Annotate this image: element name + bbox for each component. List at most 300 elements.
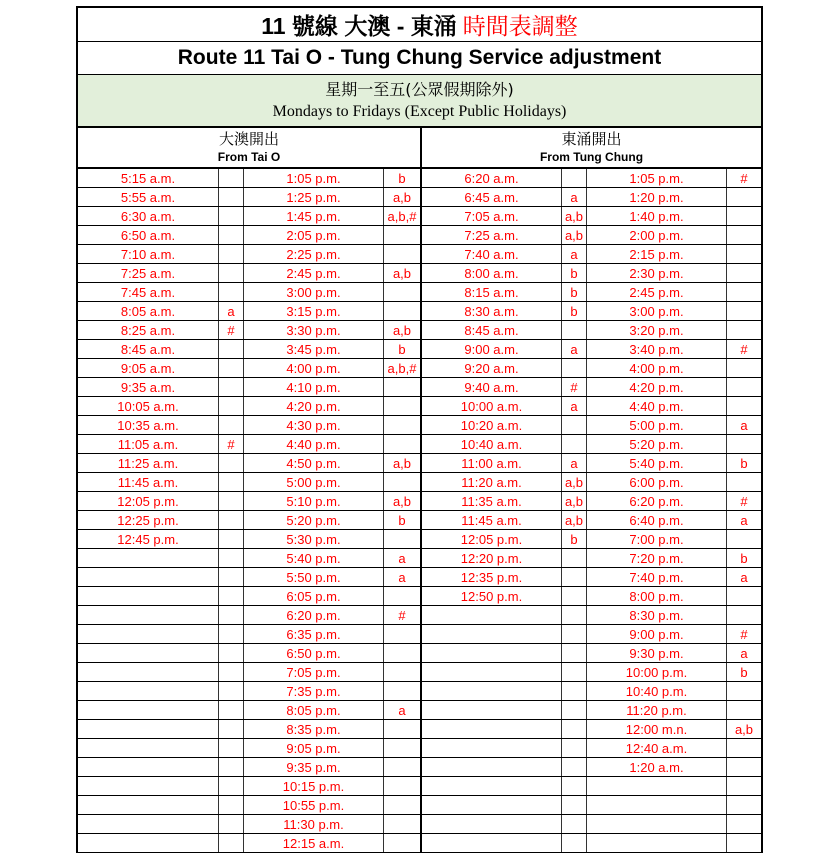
note-cell: b [740,664,748,680]
departure-time-cell: 9:40 a.m. [422,378,562,396]
note-cell [219,245,244,263]
note-cell [219,815,244,833]
note-cell [384,226,420,244]
departure-time-cell: 12:50 p.m. [422,587,562,605]
note-cell [562,625,587,643]
table-row [78,701,420,720]
departure-time-cell: 8:35 p.m. [244,720,384,738]
table-row [422,264,761,283]
note-cell [219,454,244,472]
note-cell [219,169,244,187]
note-cell: a,b [734,721,754,737]
table-row [422,340,761,359]
note-cell: a [740,569,748,585]
note-cell [384,625,420,643]
departure-time-cell: 10:20 a.m. [422,416,562,434]
note-cell [562,758,587,776]
table-row [422,834,761,853]
note-cell: b [398,170,406,186]
direction-tai-o-zh: 大澳開出 [218,129,279,148]
note-cell [562,169,587,187]
departure-time-cell: 11:35 a.m. [422,492,562,510]
departure-time-cell: 1:05 p.m. [244,169,384,187]
table-row [78,245,420,264]
note-cell [562,321,587,339]
table-row [78,397,420,416]
departure-time-cell: 4:40 p.m. [587,397,727,415]
departure-time-cell: 6:00 p.m. [587,473,727,491]
service-days-zh: 星期一至五(公眾假期除外) [325,79,514,99]
departure-time-cell [78,644,219,662]
note-cell: b [562,530,587,548]
table-row [78,454,420,473]
departure-time-cell [78,834,219,852]
table-row [78,359,420,378]
departure-time-cell [422,682,562,700]
note-cell: a [740,417,748,433]
note-cell [384,435,420,453]
departure-time-cell: 1:20 p.m. [587,188,727,206]
departure-time-cell [78,720,219,738]
table-row [422,739,761,758]
note-cell: a,b [392,189,412,205]
table-row [422,530,761,549]
note-cell [562,416,587,434]
departure-time-cell: 1:45 p.m. [244,207,384,225]
direction-tung-chung-zh: 東涌開出 [561,129,622,148]
departure-time-cell: 11:30 p.m. [244,815,384,833]
table-row [422,720,761,739]
table-row [422,606,761,625]
note-cell [562,777,587,795]
note-cell: a [398,550,406,566]
note-cell [562,739,587,757]
departure-time-cell: 7:35 p.m. [244,682,384,700]
note-cell: a,b [562,207,587,225]
departure-time-cell [78,606,219,624]
table-row [78,834,420,853]
departure-time-cell: 7:25 a.m. [78,264,219,282]
note-cell [219,530,244,548]
departure-time-cell: 12:20 p.m. [422,549,562,567]
note-cell [562,701,587,719]
departure-time-cell: 5:20 p.m. [244,511,384,529]
note-cell [219,188,244,206]
departure-time-cell: 2:00 p.m. [587,226,727,244]
note-cell: a [740,645,748,661]
note-cell: a [398,569,406,585]
departure-time-cell: 11:45 a.m. [422,511,562,529]
departure-time-cell [422,758,562,776]
note-cell: b [398,512,406,528]
note-cell [562,720,587,738]
note-cell: a,b [562,511,587,529]
table-row [78,340,420,359]
note-cell [384,758,420,776]
table-row [422,302,761,321]
title-adjustment-label: 時間表調整 [462,13,578,39]
departure-time-cell: 3:40 p.m. [587,340,727,358]
departure-time-cell [422,625,562,643]
note-cell: a [219,302,244,320]
departure-time-cell [587,834,727,852]
route-title-row [78,42,761,75]
note-cell [219,587,244,605]
table-row [422,188,761,207]
note-cell [727,682,761,700]
departure-time-cell: 10:40 p.m. [587,682,727,700]
departure-time-cell [422,815,562,833]
departure-time-cell: 10:40 a.m. [422,435,562,453]
departure-time-cell: 7:40 p.m. [587,568,727,586]
note-cell [219,340,244,358]
note-cell: a [562,397,587,415]
departure-time-cell [78,587,219,605]
table-row [422,492,761,511]
departure-time-cell: 5:30 p.m. [244,530,384,548]
note-cell [219,663,244,681]
table-row [78,188,420,207]
departure-time-cell: 11:45 a.m. [78,473,219,491]
table-row [78,739,420,758]
departure-time-cell: 8:05 p.m. [244,701,384,719]
note-cell [384,644,420,662]
service-days-en: Mondays to Fridays (Except Public Holidays) [272,102,567,120]
departure-time-cell: 6:20 p.m. [587,492,727,510]
departure-time-cell [78,568,219,586]
note-cell [219,207,244,225]
departure-time-cell [78,758,219,776]
departure-time-cell: 9:30 p.m. [587,644,727,662]
note-cell [562,587,587,605]
note-cell: # [740,493,748,509]
note-cell [219,682,244,700]
note-cell [727,606,761,624]
departure-time-cell: 10:35 a.m. [78,416,219,434]
departure-time-cell: 12:40 a.m. [587,739,727,757]
note-cell [727,397,761,415]
note-cell [384,397,420,415]
note-cell: a [398,702,406,718]
table-row [422,815,761,834]
departure-time-cell: 5:20 p.m. [587,435,727,453]
departure-time-cell: 4:20 p.m. [587,378,727,396]
departure-time-cell: 9:00 p.m. [587,625,727,643]
note-cell [219,549,244,567]
table-row [422,454,761,473]
departure-time-cell [78,549,219,567]
departure-time-cell: 2:05 p.m. [244,226,384,244]
note-cell: a,b [562,226,587,244]
note-cell [562,644,587,662]
departure-time-cell [587,796,727,814]
departure-time-cell: 5:15 a.m. [78,169,219,187]
note-cell [727,283,761,301]
departure-time-cell [422,777,562,795]
departure-time-cell: 5:55 a.m. [78,188,219,206]
note-cell: b [398,341,406,357]
table-row [78,606,420,625]
note-cell [727,758,761,776]
departure-time-cell: 2:45 p.m. [244,264,384,282]
note-cell [384,720,420,738]
note-cell [219,796,244,814]
departure-time-cell: 6:35 p.m. [244,625,384,643]
table-row [422,511,761,530]
note-cell [384,530,420,548]
table-row [422,568,761,587]
from-tung-chung-table [422,169,761,853]
departure-time-cell: 8:05 a.m. [78,302,219,320]
departure-time-cell: 6:30 a.m. [78,207,219,225]
departure-time-cell: 6:20 a.m. [422,169,562,187]
table-row [78,625,420,644]
table-row [422,226,761,245]
departure-time-cell: 5:40 p.m. [244,549,384,567]
departure-time-cell: 2:25 p.m. [244,245,384,263]
note-cell [727,226,761,244]
departure-time-cell [422,796,562,814]
departure-time-cell: 4:40 p.m. [244,435,384,453]
departure-time-cell: 9:20 a.m. [422,359,562,377]
departure-time-cell [422,644,562,662]
departure-time-cell: 12:05 p.m. [422,530,562,548]
note-cell [562,815,587,833]
note-cell [219,625,244,643]
table-row [78,492,420,511]
note-cell [727,378,761,396]
note-cell [727,587,761,605]
departure-time-cell: 7:10 a.m. [78,245,219,263]
departure-time-cell: 7:25 a.m. [422,226,562,244]
note-cell [562,359,587,377]
note-cell [384,682,420,700]
departure-time-cell: 12:05 p.m. [78,492,219,510]
table-row [422,283,761,302]
note-cell: a [562,245,587,263]
departure-time-cell: 8:25 a.m. [78,321,219,339]
departure-time-cell: 6:50 p.m. [244,644,384,662]
note-cell: # [562,378,587,396]
departure-time-cell [78,701,219,719]
departure-time-cell: 9:35 p.m. [244,758,384,776]
note-cell [727,435,761,453]
note-cell [562,796,587,814]
note-cell [727,701,761,719]
note-cell: # [740,626,748,642]
departure-time-cell: 10:05 a.m. [78,397,219,415]
departure-time-cell: 7:40 a.m. [422,245,562,263]
direction-header-tai-o [78,128,422,167]
departure-time-cell: 2:30 p.m. [587,264,727,282]
departure-time-cell: 6:20 p.m. [244,606,384,624]
departure-time-cell: 11:20 p.m. [587,701,727,719]
table-row [422,549,761,568]
note-cell: a,b [562,492,587,510]
note-cell [562,682,587,700]
departure-time-cell: 9:05 p.m. [244,739,384,757]
departure-time-cell: 11:05 a.m. [78,435,219,453]
departure-time-cell [422,739,562,757]
note-cell: a,b [392,493,412,509]
note-cell [219,720,244,738]
departure-time-cell: 11:00 a.m. [422,454,562,472]
table-row [78,587,420,606]
note-cell [219,492,244,510]
departure-time-cell [78,815,219,833]
departure-time-cell: 12:00 m.n. [587,720,727,738]
departure-time-cell: 6:40 p.m. [587,511,727,529]
note-cell [562,568,587,586]
departure-time-cell: 8:30 a.m. [422,302,562,320]
departure-time-cell [78,796,219,814]
note-cell [384,834,420,852]
timetable-sheet [76,6,763,853]
departure-time-cell [422,701,562,719]
note-cell: b [562,264,587,282]
departure-time-cell: 10:00 p.m. [587,663,727,681]
departure-time-cell: 7:00 p.m. [587,530,727,548]
table-row [78,682,420,701]
table-row [422,473,761,492]
note-cell [727,188,761,206]
departure-time-cell: 11:25 a.m. [78,454,219,472]
note-cell [384,245,420,263]
table-row [78,321,420,340]
departure-time-cell: 12:35 p.m. [422,568,562,586]
note-cell: # [219,435,244,453]
departure-time-cell [78,682,219,700]
departure-time-cell [587,815,727,833]
note-cell: a [562,188,587,206]
route-title: Route 11 Tai O - Tung Chung Service adjustment [177,46,662,69]
departure-time-cell: 7:05 a.m. [422,207,562,225]
departure-time-cell: 8:30 p.m. [587,606,727,624]
note-cell [727,777,761,795]
table-row [422,701,761,720]
note-cell [562,435,587,453]
note-cell [562,549,587,567]
note-cell [384,473,420,491]
note-cell: a,b,# [387,208,417,224]
note-cell [727,207,761,225]
note-cell [219,473,244,491]
table-row [78,511,420,530]
note-cell [219,644,244,662]
note-cell [727,302,761,320]
departure-time-cell: 4:20 p.m. [244,397,384,415]
departure-time-cell: 7:05 p.m. [244,663,384,681]
departure-time-cell: 6:45 a.m. [422,188,562,206]
departure-time-cell: 3:45 p.m. [244,340,384,358]
note-cell [219,416,244,434]
note-cell [384,416,420,434]
note-cell [219,739,244,757]
departure-time-cell: 9:05 a.m. [78,359,219,377]
note-cell: a [562,340,587,358]
departure-time-cell: 4:30 p.m. [244,416,384,434]
note-cell [727,473,761,491]
departure-time-cell [422,663,562,681]
table-row [78,207,420,226]
table-row [78,644,420,663]
table-row [78,283,420,302]
departure-time-cell: 9:35 a.m. [78,378,219,396]
table-row [78,777,420,796]
note-cell [219,397,244,415]
note-cell [219,758,244,776]
note-cell [219,701,244,719]
note-cell: # [398,607,406,623]
note-cell [384,378,420,396]
departure-time-cell: 7:20 p.m. [587,549,727,567]
departure-time-cell: 3:00 p.m. [587,302,727,320]
table-row [422,359,761,378]
departure-time-cell: 12:15 a.m. [244,834,384,852]
departure-time-cell: 3:00 p.m. [244,283,384,301]
departure-time-cell: 8:45 a.m. [422,321,562,339]
direction-tai-o-en: From Tai O [217,149,281,164]
note-cell [562,834,587,852]
table-row [78,473,420,492]
note-cell: a,b [392,322,412,338]
departure-time-cell: 6:50 a.m. [78,226,219,244]
note-cell [219,606,244,624]
departure-time-cell: 4:00 p.m. [244,359,384,377]
note-cell: a,b,# [387,360,417,376]
note-cell [384,302,420,320]
table-row [422,416,761,435]
note-cell [727,815,761,833]
departure-time-cell [78,777,219,795]
note-cell [384,283,420,301]
table-row [78,378,420,397]
departure-time-cell: 10:55 p.m. [244,796,384,814]
note-cell: b [562,283,587,301]
note-cell: b [562,302,587,320]
note-cell [727,739,761,757]
note-cell [219,568,244,586]
departure-time-cell: 5:10 p.m. [244,492,384,510]
note-cell [219,283,244,301]
note-cell [562,606,587,624]
note-cell [727,245,761,263]
note-cell [384,777,420,795]
title-chinese: 11 號線 大澳 - 東涌 [261,13,457,39]
note-cell: # [740,341,748,357]
table-row [422,644,761,663]
departure-time-cell [422,834,562,852]
departure-time-cell: 7:45 a.m. [78,283,219,301]
departure-time-cell: 2:45 p.m. [587,283,727,301]
note-cell [219,511,244,529]
table-row [78,302,420,321]
departure-time-cell: 9:00 a.m. [422,340,562,358]
table-row [78,549,420,568]
table-row [422,777,761,796]
note-cell [727,264,761,282]
note-cell: a [740,512,748,528]
departure-time-cell: 12:45 p.m. [78,530,219,548]
note-cell [219,359,244,377]
departure-time-cell: 1:25 p.m. [244,188,384,206]
note-cell [384,815,420,833]
table-row [422,169,761,188]
title-row [78,8,761,42]
departure-time-cell: 8:00 a.m. [422,264,562,282]
note-cell: a,b [392,455,412,471]
table-row [422,587,761,606]
